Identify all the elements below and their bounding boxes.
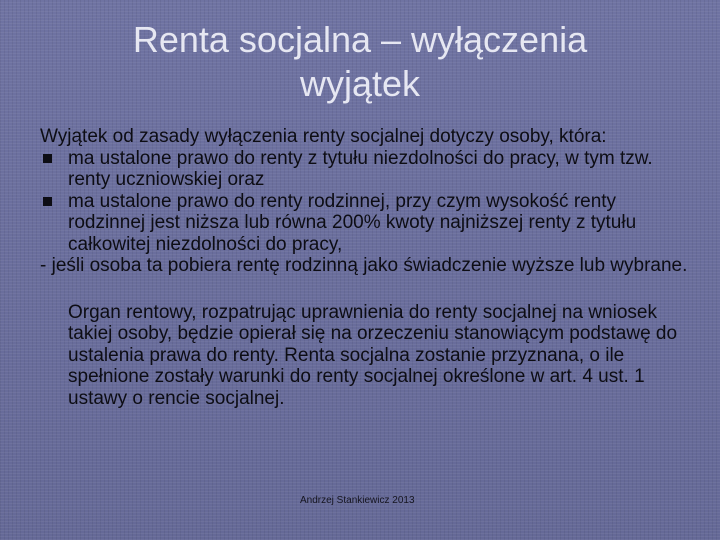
bullet-item-2	[40, 191, 690, 256]
bullet-item-text: ma ustalone prawo do renty rodzinnej, przy czym wysokość renty rodzinnej jest niższa lub równa 200% kwoty najniższej renty z tytułu całkowitej niezdolności do pracy,	[68, 190, 637, 255]
bullet-item-1	[40, 148, 690, 191]
footer-author: Andrzej Stankiewicz 2013	[300, 495, 415, 506]
intro-paragraph: Wyjątek od zasady wyłączenia renty socjalnej dotyczy osoby, która:	[40, 126, 607, 147]
slide-title-line-1: Renta socjalna – wyłączenia	[132, 19, 588, 60]
dash-paragraph: - jeśli osoba ta pobiera rentę rodzinną jako świadczenie wyższe lub wybrane.	[40, 255, 688, 276]
slide-body	[40, 126, 690, 409]
slide-title-line-2: wyjątek	[299, 63, 421, 104]
square-bullet-icon	[43, 197, 52, 206]
square-bullet-icon	[43, 154, 52, 163]
slide-title	[0, 18, 720, 106]
organ-paragraph: Organ rentowy, rozpatrując uprawnienia do renty socjalnej na wniosek takiej osoby, będzie opierał się na orzeczeniu stanowiącym podstawę do ustalenia prawa do renty. Renta socjalna zostanie przyznana, o ile spełnione zostały warunki do renty socjalnej określone w art. 4 ust. 1 ustawy o rencie socjalnej.	[68, 301, 678, 409]
bullet-item-text: ma ustalone prawo do renty z tytułu niezdolności do pracy, w tym tzw. renty uczniowskiej oraz	[68, 147, 653, 190]
